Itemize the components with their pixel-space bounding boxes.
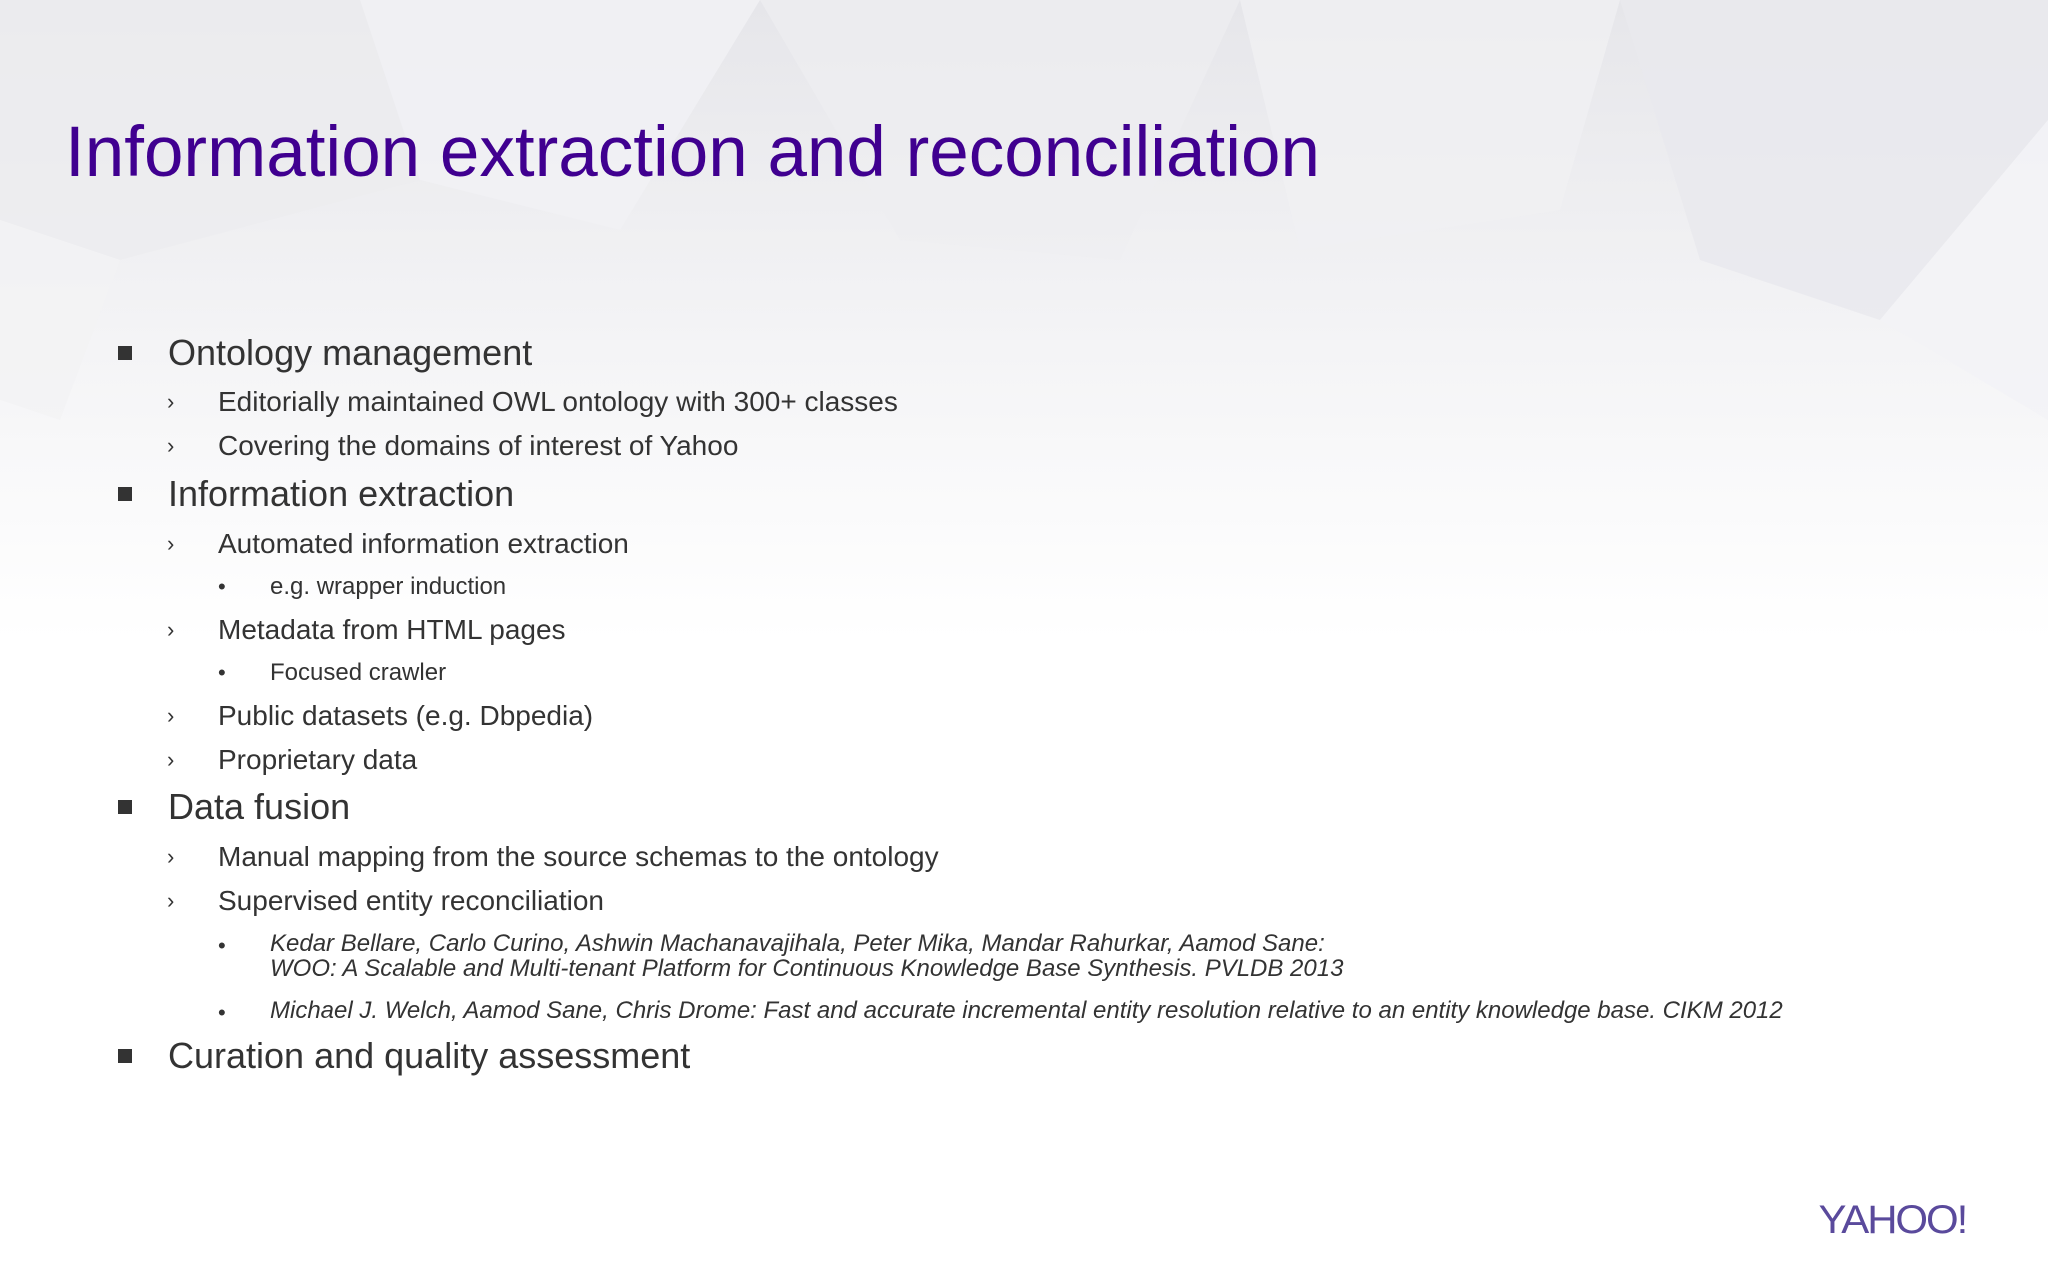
chevron-right-icon: › [167,888,175,913]
bullet-text: Ontology management [168,332,533,373]
reference-line: WOO: A Scalable and Multi-tenant Platform for Continuous Knowledge Base Synthesis. PVLDB 2013 [270,955,1344,982]
slide-title: Information extraction and reconciliation [65,113,1321,192]
square-bullet-icon [118,487,132,501]
sub-bullet-text: Metadata from HTML pages [218,614,566,645]
reference-line: Kedar Bellare, Carlo Curino, Ashwin Machanavajihala, Peter Mika, Mandar Rahurkar, Aamod Sane: [270,930,1325,957]
sub-sub-bullet-text: e.g. wrapper induction [270,573,507,600]
sub-bullet-text: Proprietary data [218,744,418,775]
dot-bullet-icon: • [218,1000,226,1025]
sub-bullet-text: Covering the domains of interest of Yahoo [218,430,739,461]
dot-bullet-icon: • [218,933,226,958]
reference-line: Michael J. Welch, Aamod Sane, Chris Drome: Fast and accurate incremental entity resolution relative to an entity knowledge base. CIKM 2012 [270,997,1783,1024]
yahoo-logo: YAHOO! [1818,1198,1967,1242]
chevron-right-icon: › [167,433,175,458]
square-bullet-icon [118,800,132,814]
sub-bullet-text: Editorially maintained OWL ontology with 300+ classes [218,386,898,417]
sub-bullet-text: Automated information extraction [218,528,629,559]
square-bullet-icon [118,1049,132,1063]
chevron-right-icon: › [167,747,175,772]
bullet-text: Data fusion [168,786,351,827]
sub-bullet-text: Manual mapping from the source schemas to the ontology [218,841,939,872]
sub-sub-bullet-text: Focused crawler [270,659,447,686]
chevron-right-icon: › [167,617,175,642]
sub-bullet-text: Supervised entity reconciliation [218,885,604,916]
dot-bullet-icon: • [218,574,226,599]
chevron-right-icon: › [167,531,175,556]
bullet-text: Curation and quality assessment [168,1035,691,1076]
chevron-right-icon: › [167,703,175,728]
bullet-text: Information extraction [168,473,515,514]
sub-bullet-text: Public datasets (e.g. Dbpedia) [218,700,594,731]
chevron-right-icon: › [167,844,175,869]
square-bullet-icon [118,346,132,360]
chevron-right-icon: › [167,389,175,414]
dot-bullet-icon: • [218,660,226,685]
